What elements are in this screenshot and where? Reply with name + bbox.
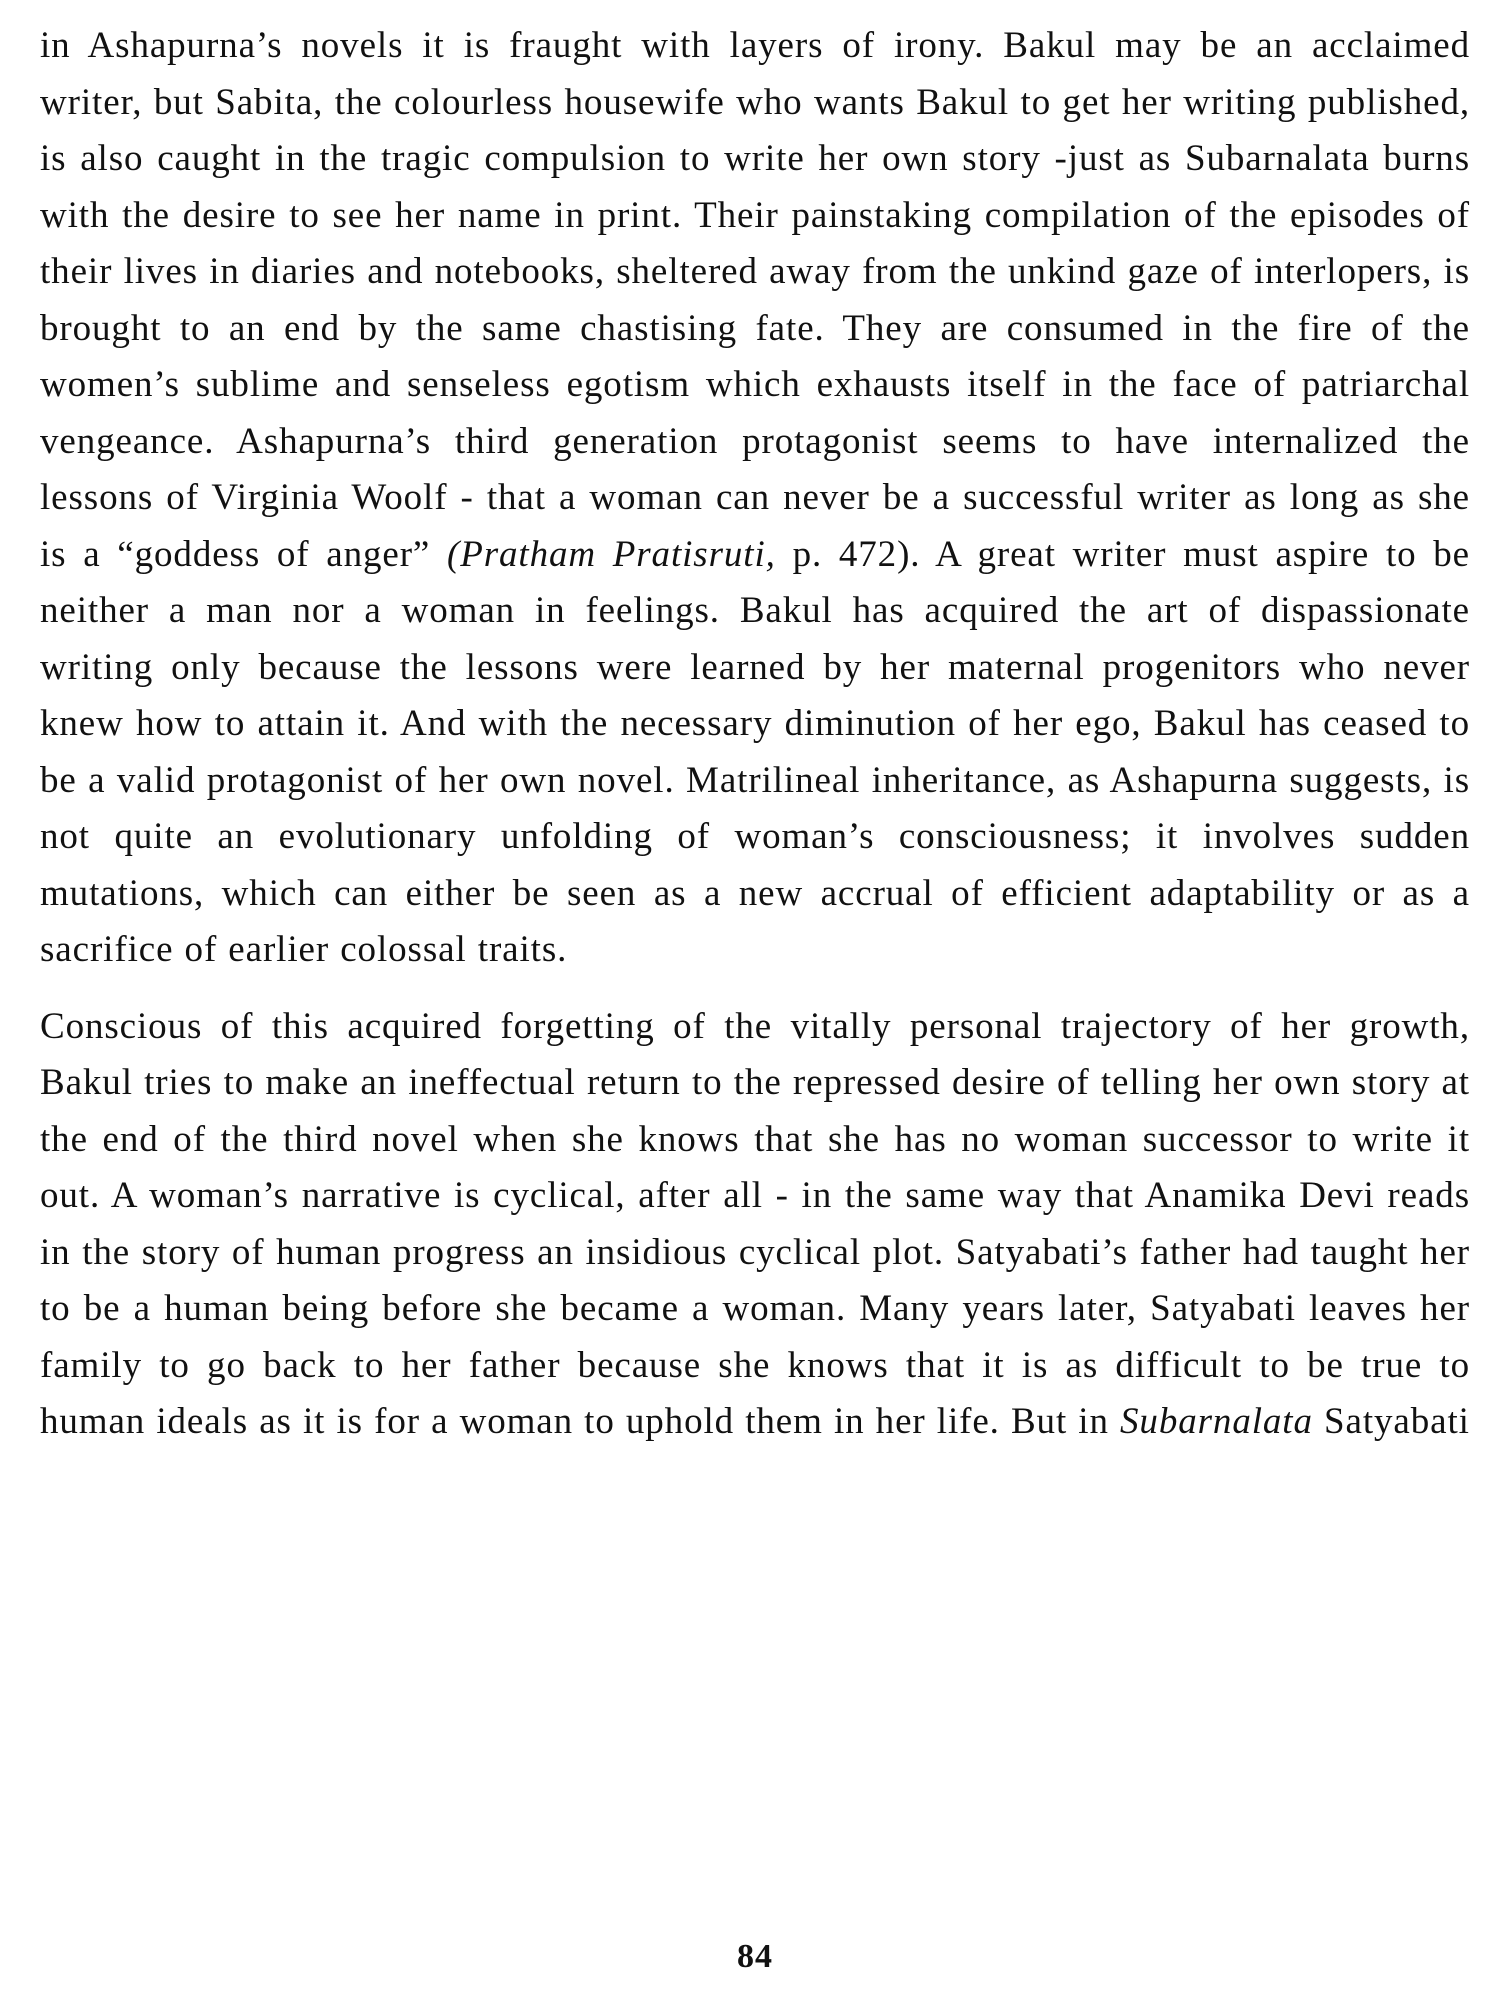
paragraph-1-text-part-2: p. 472). A great writer must aspire to be neither a man nor a woman in feelings. Bakul has acquired the art of dispassionate writing only because the lessons were learned by her maternal progenitors who never knew how to attain it. And with the necessary diminution of her ego, Bakul has ceased to be a valid protagonist of her own novel. Matrilineal inheritance, as Ashapurna suggests, is not quite an evolutionary unfolding of woman’s consciousness; it involves sudden mutations, which can either be seen as a new accrual of efficient adaptability or as a sacrifice of earlier colossal traits. <box>40 533 1470 970</box>
italic-title-pratham-pratisruti: (Pratham Pratisruti, <box>446 533 776 575</box>
body-paragraph-2 <box>40 999 1470 1451</box>
italic-title-subarnalata: Subarnalata <box>1120 1401 1313 1442</box>
page-number: 84 <box>737 1938 773 1975</box>
body-paragraph-1 <box>40 18 1470 979</box>
paragraph-1-text-part-1: in Ashapurna’s novels it is fraught with layers of irony. Bakul may be an acclaimed writer, but Sabita, the colourless housewife who wants Bakul to get her writing published, is also caught in the tragic compulsion to write her own story -just as Subarnalata burns with the desire to see her name in print. Their painstaking compilation of the episodes of their lives in diaries and notebooks, sheltered away from the unkind gaze of interlopers, is brought to an end by the same chastising fate. They are consumed in the fire of the women’s sublime and senseless egotism which exhausts itself in the face of patriarchal vengeance. Ashapurna’s third generation protagonist seems to have internalized the lessons of Virginia Woolf - that a woman can never be a successful writer as long as she is a “goddess of anger” <box>40 25 1470 575</box>
paragraph-2-text-part-1: Conscious of this acquired forgetting of the vitally personal trajectory of her growth, Bakul tries to make an ineffectual return to the repressed desire of telling her own story at the end of the third novel when she knows that she has no woman successor to write it out. A woman’s narrative is cyclical, after all - in the same way that Anamika Devi reads in the story of human progress an insidious cyclical plot. Satyabati’s father had taught her to be a human being before she became a woman. Many years later, Satyabati leaves her family to go back to her father because she knows that it is as difficult to be true to human ideals as it is for a woman to uphold them in her life. But in <box>40 1005 1470 1442</box>
book-page <box>40 18 1470 1978</box>
paragraph-2-text-part-2: Satyabati <box>1312 1401 1470 1442</box>
